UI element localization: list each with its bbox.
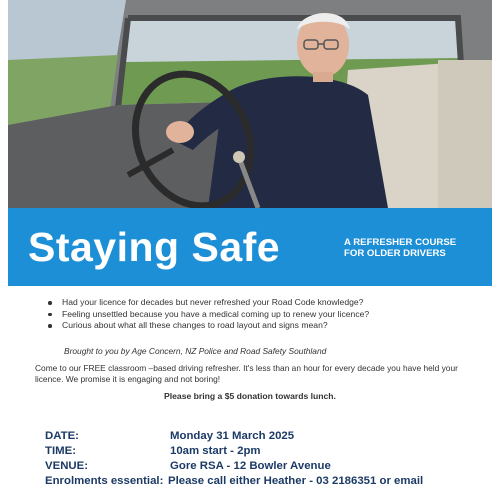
title-banner [8,208,492,286]
intro-paragraph: Come to our FREE classroom –based driving refresher. It's less than an hour for every decade you have held your licence. We promise it is engaging and not boring! [35,363,458,385]
enrolment-value: Please call either Heather - 03 2186351 or email [168,475,424,487]
bullet-item: Feeling unsettled because you have a medical coming up to renew your licence? [46,309,466,321]
donation-note: Please bring a $5 donation towards lunch. [164,391,336,401]
date-value: Monday 31 March 2025 [170,430,295,442]
bullet-item: Curious about what all these changes to road layout and signs mean? [46,320,466,332]
question-bullet-list [46,297,466,332]
venue-row [45,459,495,474]
enrolment-label: Enrolments essential: [45,475,164,487]
date-row [45,429,495,444]
venue-label: VENUE: [45,460,89,472]
banner-title: Staying Safe [28,224,281,270]
banner-subtitle-line2: FOR OLDER DRIVERS [344,248,446,259]
venue-value: Gore RSA - 12 Bowler Avenue [170,460,331,472]
banner-subtitle [344,237,484,259]
time-label: TIME: [45,445,77,457]
man-hand [166,121,194,143]
hero-photo [8,0,492,208]
date-label: DATE: [45,430,79,442]
sponsor-credit: Brought to you by Age Concern, NZ Police and Road Safety Southland [64,346,327,356]
driver-photo-illustration [8,0,492,208]
event-details [45,429,495,489]
time-row [45,444,495,459]
time-value: 10am start - 2pm [170,445,261,457]
enrolment-row [45,474,495,489]
bullet-item: Had your licence for decades but never refreshed your Road Code knowledge? [46,297,466,309]
banner-subtitle-line1: A REFRESHER COURSE [344,237,457,248]
